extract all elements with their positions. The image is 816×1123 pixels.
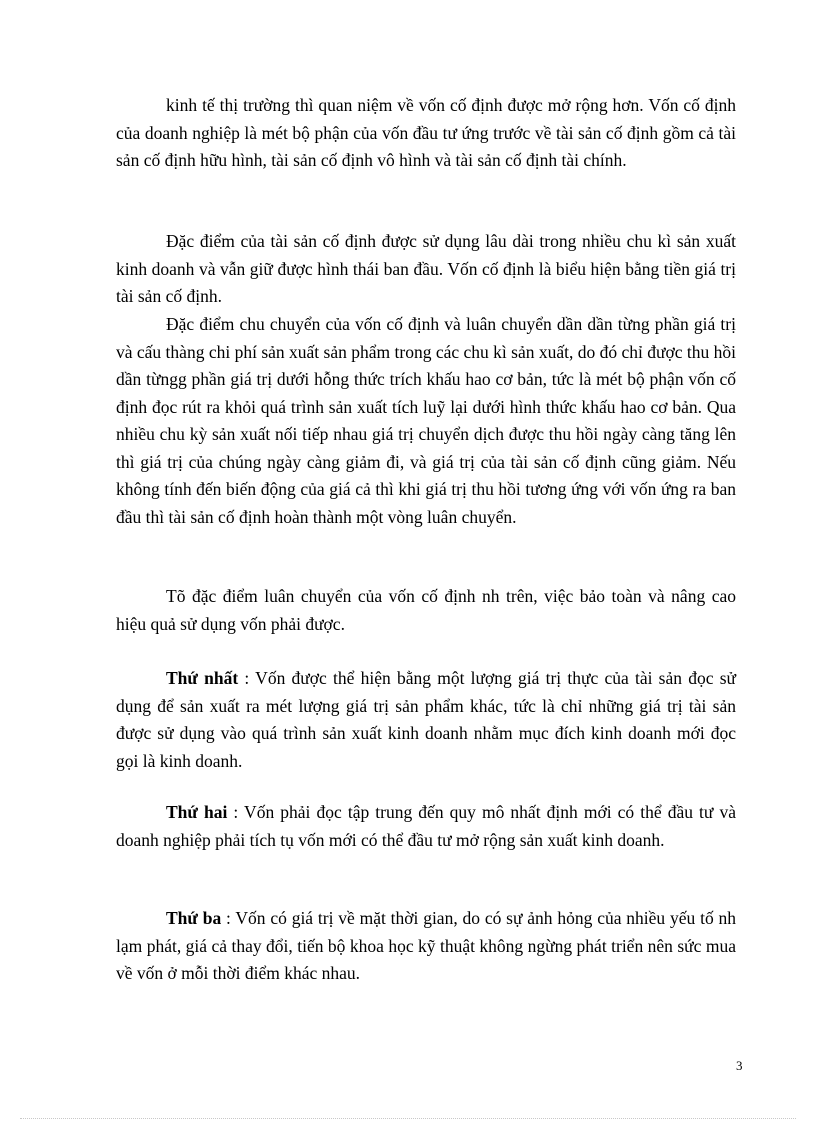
paragraph-text: Đặc điểm chu chuyển của vốn cố định và luân chuyển dần dần từng phần giá trị và cấu thàng chi phí sản xuất sản phẩm trong các chu kì sản xuất, do đó chỉ được thu hồi dần từngg phần giá trị dưới hỗng thức trích khấu hao cơ bản, tức là mét bộ phận vốn cố định đọc rút ra khỏi quá trình sản xuất tích luỹ lại dưới hình thức khấu hao cơ bản. Qua nhiều chu kỳ sản xuất nối tiếp nhau giá trị chuyển dịch được thu hồi ngày càng tăng lên thì giá trị của chúng ngày càng giảm đi, và giá trị của tài sản cố định cũng giảm. Nếu không tính đến biến động của giá cả thì khi giá trị thu hồi tương ứng với vốn ứng ra ban đầu thì tài sản cố định hoàn thành một vòng luân chuyển. — [116, 314, 736, 527]
paragraph-text: : Vốn phải đọc tập trung đến quy mô nhất định mới có thể đầu tư và doanh nghiệp phải tích tụ vốn mới có thể đầu tư mở rộng sản xuất kinh doanh. — [116, 802, 736, 850]
paragraph-label: Thứ hai — [166, 802, 228, 822]
paragraph-vốn-cố-định-definition — [116, 92, 736, 175]
paragraph-thứ-ba — [116, 905, 736, 988]
paragraph-label: Thứ ba — [166, 908, 222, 928]
paragraph-text: kinh tế thị trường thì quan niệm về vốn cố định được mở rộng hơn. Vốn cố định của doanh nghiệp là mét bộ phận của vốn đầu tư ứng trước về tài sản cố định gồm cả tài sản cố định hữu hình, tài sản cố định vô hình và tài sản cố định tài chính. — [116, 95, 736, 170]
paragraph-thứ-nhất — [116, 665, 736, 775]
paragraph-text: : Vốn được thể hiện bằng một lượng giá trị thực của tài sản đọc sử dụng để sản xuất ra mét lượng giá trị sản phẩm khác, tức là chỉ những giá trị tài sản được sử dụng vào quá trình sản xuất kinh doanh nhằm mục đích kinh doanh mới đọc gọi là kinh doanh. — [116, 668, 736, 771]
paragraph-thứ-hai — [116, 799, 736, 854]
paragraph-text: Đặc điểm của tài sản cố định được sử dụng lâu dài trong nhiều chu kì sản xuất kinh doanh và vẫn giữ được hình thái ban đầu. Vốn cố định là biểu hiện bằng tiền giá trị tài sản cố định. — [116, 231, 736, 306]
paragraph-đặc-điểm-tscđ — [116, 228, 736, 311]
paragraph-text: : Vốn có giá trị về mặt thời gian, do có sự ảnh hỏng của nhiều yếu tố nh lạm phát, giá cả thay đổi, tiến bộ khoa học kỹ thuật không ngừng phát triển nên sức mua về vốn ở mỗi thời điểm khác nhau. — [116, 908, 737, 983]
page-number: 3 — [736, 1058, 743, 1073]
paragraph-bảo-toàn — [116, 583, 736, 638]
footer-divider — [20, 1118, 796, 1119]
paragraph-chu-chuyển — [116, 311, 736, 531]
paragraph-text: Tõ đặc điểm luân chuyển của vốn cố định nh trên, việc bảo toàn và nâng cao hiệu quả sử dụng vốn phải được. — [116, 586, 736, 634]
paragraph-label: Thứ nhất — [166, 668, 239, 688]
